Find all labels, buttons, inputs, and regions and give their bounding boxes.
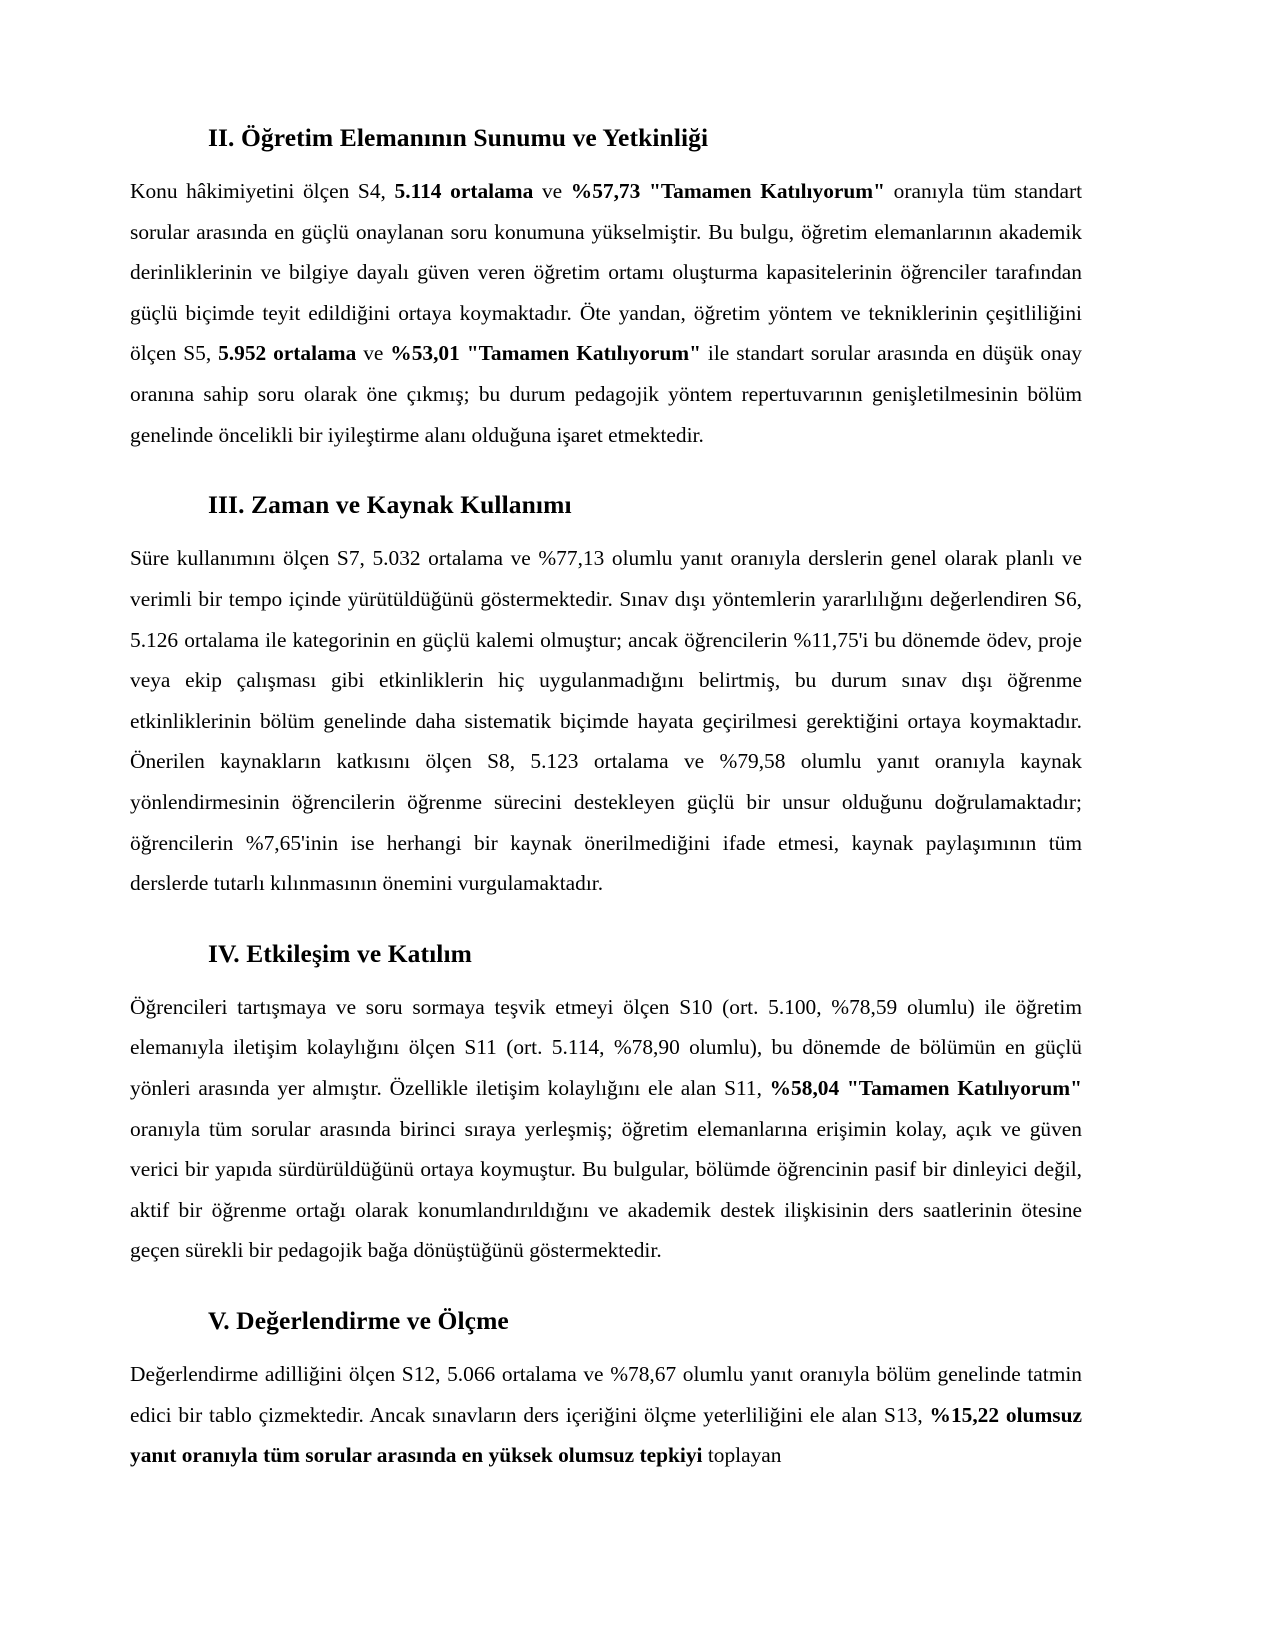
text-run: oranıyla tüm sorular arasında birinci sıraya yerleşmiş; öğretim elemanlarına erişimin kolay, açık ve güven verici bir yapıda sürdürüldüğünü ortaya koymuştur. Bu bulgular, bölümde öğrencinin pasif bir dinleyici değil, aktif bir öğrenme ortağı olarak konumlandırıldığını ve akademik destek ilişkisinin ders saatlerinin ötesine geçen sürekli bir pedagojik bağa dönüştüğünü göstermektedir. (130, 1116, 1082, 1263)
text-run: ve (356, 341, 391, 366)
emphasis-run: %58,04 "Tamamen Katılıyorum" (769, 1076, 1082, 1101)
emphasis-run: %15,22 olumsuz yanıt oranıyla tüm sorular arasında en yüksek olumsuz tepkiyi (130, 1402, 1082, 1468)
section-heading-iii: III. Zaman ve Kaynak Kullanımı (208, 490, 572, 520)
section-heading-v: V. Değerlendirme ve Ölçme (208, 1305, 509, 1335)
text-run: ile standart sorular arasında en düşük onay oranına sahip soru olarak öne çıkmış; bu durum pedagojik yöntem repertuvarının genişletilmesinin bölüm genelinde öncelikli bir iyileştirme alanı olduğuna işaret etmektedir. (130, 341, 1082, 447)
paragraph-iii-1 (130, 538, 1082, 903)
paragraph-v-1 (130, 1354, 1082, 1476)
emphasis-run: %57,73 "Tamamen Katılıyorum" (570, 179, 885, 204)
section-iv (130, 938, 1082, 1271)
section-iii (130, 489, 1082, 903)
text-run: Öğrencileri tartışmaya ve soru sormaya teşvik etmeyi ölçen S10 (ort. 5.100, %78,59 olumlu) ile öğretim elemanıyla iletişim kolaylığını ölçen S11 (ort. 5.114, %78,90 olumlu), bu dönemde de bölümün en güçlü yönleri arasında yer almıştır. Özellikle iletişim kolaylığını ele alan S11, (130, 994, 1082, 1101)
section-heading-iv: IV. Etkileşim ve Katılım (208, 938, 473, 968)
section-v (130, 1305, 1082, 1476)
section-ii (130, 122, 1082, 455)
emphasis-run: 5.114 ortalama (394, 179, 534, 204)
text-run: Değerlendirme adilliğini ölçen S12, 5.066 ortalama ve %78,67 olumlu yanıt oranıyla bölüm genelinde tatmin edici bir tablo çizmektedir. Ancak sınavların ders içeriğini ölçme yeterliliğini ele alan S13, (130, 1362, 1082, 1427)
document-body (130, 122, 1082, 1476)
text-run: ve (533, 179, 571, 204)
text-run: Konu hâkimiyetini ölçen S4, (130, 179, 395, 204)
emphasis-run: %53,01 "Tamamen Katılıyorum" (390, 341, 701, 366)
paragraph-iv-1 (130, 987, 1082, 1271)
emphasis-run: 5.952 ortalama (218, 341, 357, 366)
text-run: oranıyla tüm standart sorular arasında en güçlü onaylanan soru konumuna yükselmiştir. Bu bulgu, öğretim elemanlarının akademik derinliklerinin ve bilgiye dayalı güven veren öğretim ortamı oluşturma kapasitelerinin öğrenciler tarafından güçlü biçimde teyit edildiğini ortaya koymaktadır. Öte yandan, öğretim yöntem ve tekniklerinin çeşitliliğini ölçen S5, (130, 179, 1083, 366)
paragraph-ii-1 (130, 171, 1082, 455)
section-heading-ii: II. Öğretim Elemanının Sunumu ve Yetkinliği (208, 123, 709, 152)
text-run: toplayan (702, 1443, 782, 1468)
text-run: Süre kullanımını ölçen S7, 5.032 ortalama ve %77,13 olumlu yanıt oranıyla derslerin genel olarak planlı ve verimli bir tempo içinde yürütüldüğünü göstermektedir. Sınav dışı yöntemlerin yararlılığını değerlendiren S6, 5.126 ortalama ile kategorinin en güçlü kalemi olmuştur; ancak öğrencilerin %11,75'i bu dönemde ödev, proje veya ekip çalışması gibi etkinliklerin hiç uygulanmadığını belirtmiş, bu durum sınav dışı öğrenme etkinliklerinin bölüm genelinde daha sistematik biçimde hayata geçirilmesi gerektiğini ortaya koymaktadır. Önerilen kaynakların katkısını ölçen S8, 5.123 ortalama ve %79,58 olumlu yanıt oranıyla kaynak yönlendirmesinin öğrencilerin öğrenme sürecini destekleyen güçlü bir unsur olduğunu doğrulamaktadır; öğrencilerin %7,65'inin ise herhangi bir kaynak önerilmediğini ifade etmesi, kaynak paylaşımının tüm derslerde tutarlı kılınmasının önemini vurgulamaktadır. (130, 546, 1082, 896)
